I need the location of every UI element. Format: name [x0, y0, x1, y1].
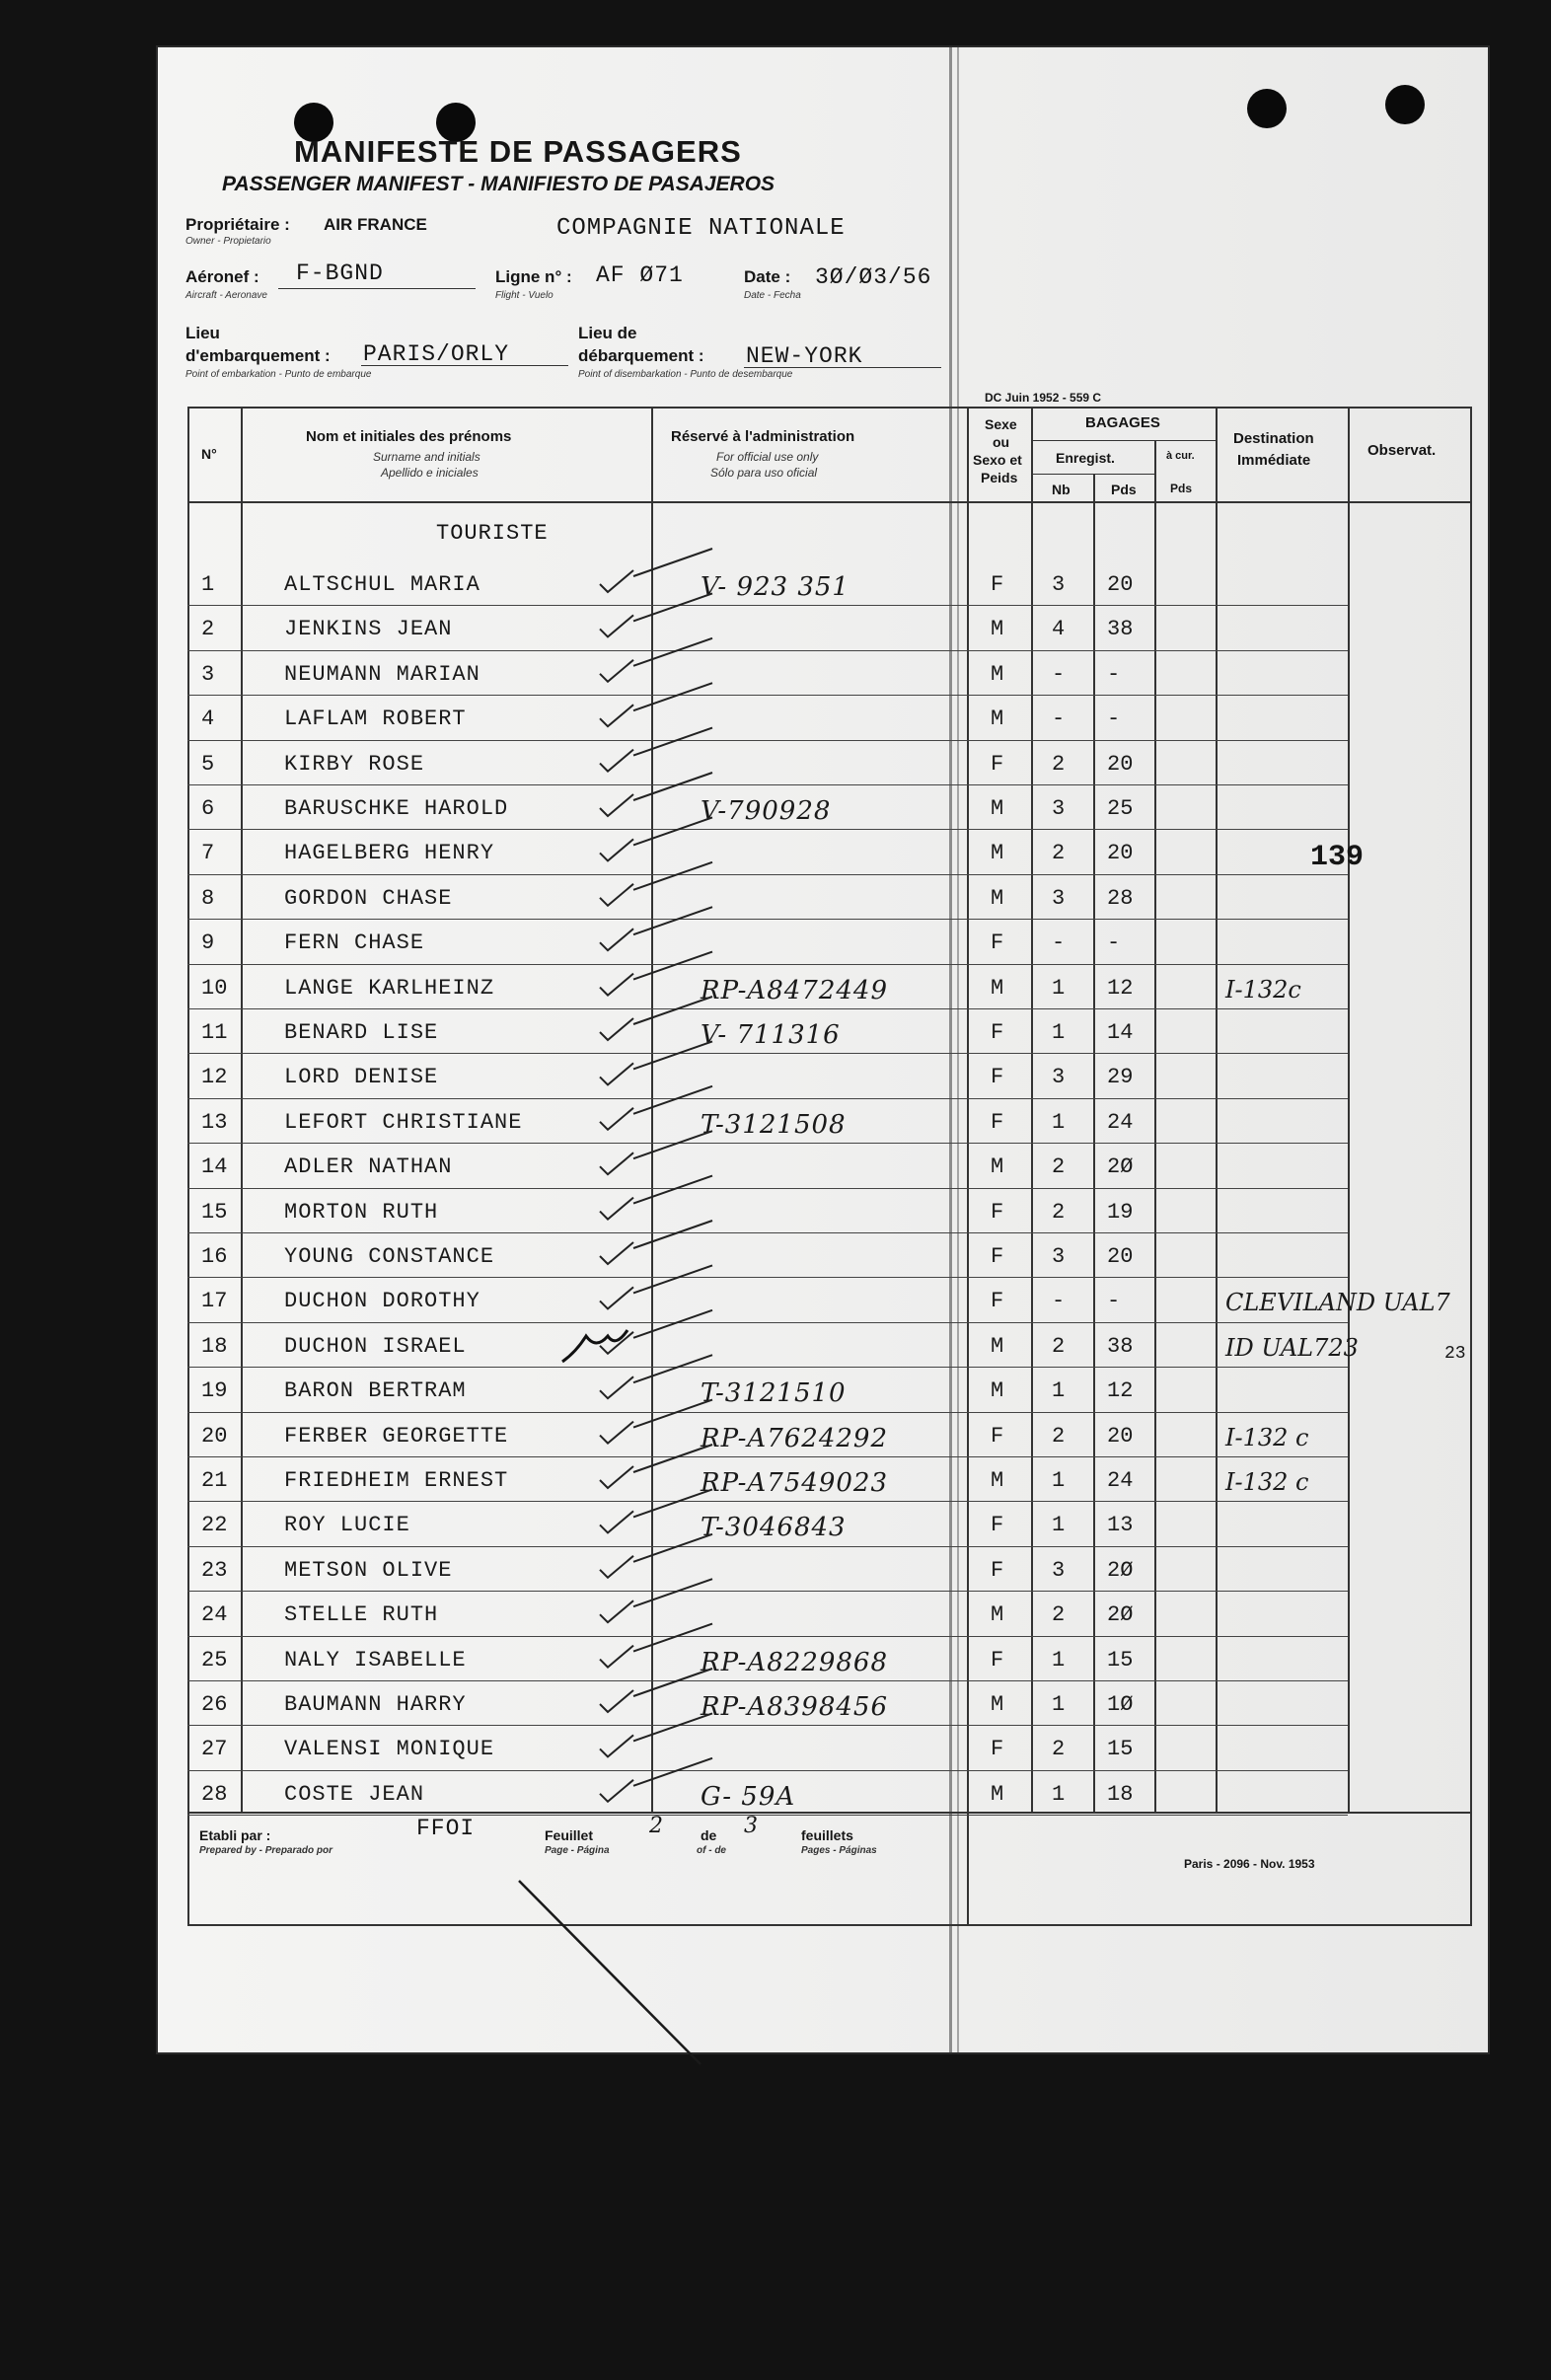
row-number: 11 — [201, 1020, 228, 1045]
passenger-sex: M — [991, 885, 1004, 911]
col-pds2-header: Pds — [1170, 482, 1193, 495]
owner-label: Propriétaire : — [185, 215, 290, 234]
passenger-name: JENKINS JEAN — [284, 617, 453, 642]
admin-reference: RP-A7549023 — [701, 1468, 889, 1498]
bag-weight: - — [1107, 1289, 1121, 1314]
bag-weight: 38 — [1107, 617, 1134, 642]
passenger-sex: F — [991, 1647, 1004, 1673]
bag-count: 2 — [1052, 841, 1066, 866]
manifest-subtitle: PASSENGER MANIFEST - MANIFIESTO DE PASAJEROS — [222, 173, 776, 195]
bag-count: 3 — [1052, 796, 1066, 821]
row-number: 27 — [201, 1737, 228, 1762]
row-number: 18 — [201, 1333, 228, 1359]
passenger-sex: F — [991, 1020, 1004, 1045]
passenger-sex: M — [991, 707, 1004, 732]
bag-count: 3 — [1052, 885, 1066, 911]
passenger-name: ROY LUCIE — [284, 1513, 410, 1538]
row-number: 6 — [201, 796, 215, 821]
form-reference: DC Juin 1952 - 559 C — [985, 391, 1102, 405]
prepared-label: Etabli par : — [199, 1827, 271, 1843]
admin-reference: RP-A8398456 — [701, 1692, 889, 1722]
col-bagages-header: BAGAGES — [1085, 414, 1160, 431]
flight-label: Ligne n° : — [495, 267, 572, 286]
bag-count: 1 — [1052, 1513, 1066, 1538]
bag-weight: 15 — [1107, 1647, 1134, 1673]
passenger-name: KIRBY ROSE — [284, 751, 425, 777]
owner-sub: Owner - Propietario — [185, 236, 271, 247]
passenger-sex: F — [991, 1244, 1004, 1269]
col-dest-sub: Immédiate — [1237, 452, 1311, 469]
row-number: 15 — [201, 1199, 228, 1225]
row-number: 2 — [201, 617, 215, 642]
row-number: 22 — [201, 1513, 228, 1538]
bag-count: 1 — [1052, 1109, 1066, 1135]
passenger-sex: F — [991, 572, 1004, 597]
owner-value: AIR FRANCE — [324, 215, 427, 234]
passenger-name: BENARD LISE — [284, 1020, 439, 1045]
col-admin-sub2: Sólo para uso oficial — [710, 466, 818, 480]
admin-reference: T-3121508 — [701, 1109, 847, 1140]
disembark-sub: Point of disembarkation - Punto de desembarque — [578, 369, 793, 380]
col-no-header: N° — [201, 446, 217, 462]
passenger-sex: M — [991, 1692, 1004, 1717]
bag-weight: 2Ø — [1107, 1557, 1134, 1583]
bag-count: 3 — [1052, 1065, 1066, 1090]
col-name-header: Nom et initiales des prénoms — [306, 428, 512, 445]
date-sub: Date - Fecha — [744, 290, 801, 301]
bag-count: 3 — [1052, 572, 1066, 597]
bag-weight: 29 — [1107, 1065, 1134, 1090]
passenger-sex: M — [991, 1378, 1004, 1404]
passenger-sex: M — [991, 1333, 1004, 1359]
immediate-destination: I-132c — [1225, 975, 1301, 1004]
bag-count: 2 — [1052, 1199, 1066, 1225]
bag-count: 1 — [1052, 1692, 1066, 1717]
page-sub: Page - Página — [545, 1845, 610, 1856]
passenger-sex: M — [991, 1154, 1004, 1180]
date-value: 3Ø/Ø3/56 — [815, 264, 932, 290]
passenger-name: GORDON CHASE — [284, 885, 453, 911]
passenger-name: FERBER GEORGETTE — [284, 1423, 509, 1449]
row-number: 24 — [201, 1602, 228, 1628]
col-enregist-header: Enregist. — [1056, 450, 1115, 466]
row-number: 14 — [201, 1154, 228, 1180]
passenger-name: LAFLAM ROBERT — [284, 707, 467, 732]
total-value: 3 — [744, 1814, 760, 1838]
row-number: 25 — [201, 1647, 228, 1673]
bag-weight: 28 — [1107, 885, 1134, 911]
passenger-name: DUCHON DOROTHY — [284, 1289, 480, 1314]
immediate-destination: I-132 c — [1225, 1468, 1309, 1496]
passenger-name: BARUSCHKE HAROLD — [284, 796, 509, 821]
bag-weight: 20 — [1107, 1244, 1134, 1269]
bag-weight: 20 — [1107, 572, 1134, 597]
col-pds-header: Pds — [1111, 482, 1137, 497]
bag-weight: 24 — [1107, 1468, 1134, 1493]
passenger-sex: M — [991, 841, 1004, 866]
row-number: 23 — [201, 1557, 228, 1583]
col-admin-header: Réservé à l'administration — [671, 428, 855, 445]
col-dest-header: Destination — [1233, 430, 1314, 447]
bag-weight: 25 — [1107, 796, 1134, 821]
aircraft-value: F-BGND — [296, 260, 384, 286]
manifest-sheet — [158, 47, 1488, 2052]
pages-sub: Pages - Páginas — [801, 1845, 877, 1856]
bag-weight: 14 — [1107, 1020, 1134, 1045]
destination-note: 23 — [1444, 1344, 1466, 1364]
col-acur-header: à cur. — [1166, 450, 1195, 462]
row-number: 10 — [201, 975, 228, 1001]
passenger-name: HAGELBERG HENRY — [284, 841, 495, 866]
bag-count: 2 — [1052, 1423, 1066, 1449]
passenger-sex: F — [991, 1109, 1004, 1135]
aircraft-label: Aéronef : — [185, 267, 259, 286]
col-observ-header: Observat. — [1367, 442, 1437, 459]
bag-count: - — [1052, 707, 1066, 732]
bag-count: 1 — [1052, 1781, 1066, 1807]
field-underline — [278, 288, 476, 289]
bag-count: 2 — [1052, 1602, 1066, 1628]
bag-weight: - — [1107, 661, 1121, 687]
flight-value: AF Ø71 — [596, 262, 684, 288]
bag-weight: 1Ø — [1107, 1692, 1134, 1717]
bag-count: 1 — [1052, 975, 1066, 1001]
bag-weight: 13 — [1107, 1513, 1134, 1538]
passenger-sex: F — [991, 1557, 1004, 1583]
col-sex-sub1: ou — [993, 434, 1010, 450]
passenger-name: VALENSI MONIQUE — [284, 1737, 495, 1762]
bag-count: 1 — [1052, 1020, 1066, 1045]
admin-reference: V- 711316 — [701, 1020, 841, 1050]
class-label: TOURISTE — [436, 521, 549, 546]
bag-count: 1 — [1052, 1647, 1066, 1673]
flight-sub: Flight - Vuelo — [495, 290, 554, 301]
passenger-name: BAUMANN HARRY — [284, 1692, 467, 1717]
admin-reference: T-3121510 — [701, 1378, 847, 1409]
aircraft-sub: Aircraft - Aeronave — [185, 290, 267, 301]
punch-hole — [1385, 85, 1425, 124]
passenger-sex: F — [991, 1199, 1004, 1225]
bag-count: - — [1052, 1289, 1066, 1314]
prepared-value: FFOI — [416, 1816, 476, 1841]
passenger-sex: M — [991, 1781, 1004, 1807]
row-number: 17 — [201, 1289, 228, 1314]
embark-label-1: Lieu — [185, 324, 220, 342]
admin-reference: V- 923 351 — [701, 572, 849, 602]
passenger-name: FERN CHASE — [284, 930, 425, 956]
immediate-destination: ID UAL723 — [1225, 1333, 1359, 1362]
field-underline — [744, 367, 941, 368]
passenger-sex: M — [991, 617, 1004, 642]
punch-hole — [1247, 89, 1287, 128]
row-number: 28 — [201, 1781, 228, 1807]
bag-weight: 18 — [1107, 1781, 1134, 1807]
date-label: Date : — [744, 267, 791, 286]
passenger-sex: F — [991, 1065, 1004, 1090]
owner-typed: COMPAGNIE NATIONALE — [556, 215, 846, 242]
bag-weight: - — [1107, 707, 1121, 732]
embark-sub: Point of embarkation - Punto de embarque — [185, 369, 372, 380]
bag-weight: 15 — [1107, 1737, 1134, 1762]
passenger-table — [187, 407, 1472, 1926]
bag-weight: 20 — [1107, 751, 1134, 777]
passenger-sex: F — [991, 1289, 1004, 1314]
admin-reference: T-3046843 — [701, 1513, 847, 1543]
bag-count: - — [1052, 661, 1066, 687]
passenger-name: NEUMANN MARIAN — [284, 661, 480, 687]
prepared-sub: Prepared by - Preparado por — [199, 1845, 333, 1856]
bag-count: 2 — [1052, 751, 1066, 777]
bag-weight: 20 — [1107, 1423, 1134, 1449]
disembark-label-2: débarquement : — [578, 346, 704, 365]
bag-count: 1 — [1052, 1378, 1066, 1404]
row-number: 13 — [201, 1109, 228, 1135]
row-number: 5 — [201, 751, 215, 777]
admin-reference: RP-A7624292 — [701, 1423, 889, 1453]
passenger-sex: M — [991, 796, 1004, 821]
passenger-name: LEFORT CHRISTIANE — [284, 1109, 523, 1135]
bag-count: 3 — [1052, 1557, 1066, 1583]
admin-reference: V-790928 — [701, 796, 832, 826]
row-number: 7 — [201, 841, 215, 866]
passenger-sex: M — [991, 661, 1004, 687]
passenger-sex: F — [991, 1423, 1004, 1449]
row-number: 19 — [201, 1378, 228, 1404]
passenger-name: COSTE JEAN — [284, 1781, 425, 1807]
col-nb-header: Nb — [1052, 482, 1071, 497]
of-sub: of - de — [697, 1845, 726, 1856]
passenger-sex: M — [991, 1602, 1004, 1628]
bag-count: 2 — [1052, 1154, 1066, 1180]
row-number: 26 — [201, 1692, 228, 1717]
scribble-mark — [562, 1330, 628, 1362]
bag-weight: 20 — [1107, 841, 1134, 866]
manifest-title: MANIFESTE DE PASSAGERS — [294, 134, 742, 169]
page-value: 2 — [649, 1814, 665, 1838]
row-number: 8 — [201, 885, 215, 911]
bag-count: 1 — [1052, 1468, 1066, 1493]
row-number: 1 — [201, 572, 215, 597]
passenger-sex: F — [991, 1737, 1004, 1762]
admin-reference: RP-A8229868 — [701, 1647, 889, 1677]
passenger-sex: F — [991, 1513, 1004, 1538]
embark-label-2: d'embarquement : — [185, 346, 331, 365]
bag-weight: 2Ø — [1107, 1154, 1134, 1180]
disembark-label-1: Lieu de — [578, 324, 637, 342]
passenger-name: BARON BERTRAM — [284, 1378, 467, 1404]
bag-count: 4 — [1052, 617, 1066, 642]
row-number: 16 — [201, 1244, 228, 1269]
immediate-destination: CLEVILAND UAL7 — [1225, 1289, 1450, 1317]
feuillets-label: feuillets — [801, 1827, 853, 1843]
row-number: 4 — [201, 707, 215, 732]
col-admin-sub: For official use only — [716, 450, 819, 464]
col-sex-sub3: Peids — [981, 470, 1018, 485]
row-number: 21 — [201, 1468, 228, 1493]
col-sex-header: Sexe — [985, 416, 1017, 432]
de-label: de — [701, 1827, 717, 1843]
bag-count: 3 — [1052, 1244, 1066, 1269]
passenger-name: DUCHON ISRAEL — [284, 1333, 467, 1359]
passenger-name: MORTON RUTH — [284, 1199, 439, 1225]
passenger-sex: M — [991, 1468, 1004, 1493]
row-number: 20 — [201, 1423, 228, 1449]
passenger-name: LORD DENISE — [284, 1065, 439, 1090]
bag-weight: 12 — [1107, 975, 1134, 1001]
printer-imprint: Paris - 2096 - Nov. 1953 — [1184, 1857, 1315, 1871]
passenger-name: ALTSCHUL MARIA — [284, 572, 480, 597]
bag-count: 2 — [1052, 1737, 1066, 1762]
bag-weight: 19 — [1107, 1199, 1134, 1225]
bag-weight: 24 — [1107, 1109, 1134, 1135]
passenger-sex: F — [991, 751, 1004, 777]
observation-note: 139 — [1310, 841, 1365, 874]
immediate-destination: I-132 c — [1225, 1423, 1309, 1451]
passenger-name: METSON OLIVE — [284, 1557, 453, 1583]
passenger-name: ADLER NATHAN — [284, 1154, 453, 1180]
disembark-value: NEW-YORK — [746, 343, 863, 369]
bag-weight: - — [1107, 930, 1121, 956]
passenger-sex: M — [991, 975, 1004, 1001]
pen-marks — [187, 407, 1472, 2380]
admin-reference: G- 59A — [701, 1781, 796, 1812]
field-underline — [361, 365, 568, 366]
feuillet-label: Feuillet — [545, 1827, 594, 1843]
embark-value: PARIS/ORLY — [363, 341, 510, 367]
bag-weight: 38 — [1107, 1333, 1134, 1359]
passenger-name: LANGE KARLHEINZ — [284, 975, 495, 1001]
row-number: 3 — [201, 661, 215, 687]
passenger-sex: F — [991, 930, 1004, 956]
col-name-sub2: Apellido e iniciales — [381, 466, 479, 480]
bag-weight: 12 — [1107, 1378, 1134, 1404]
passenger-name: FRIEDHEIM ERNEST — [284, 1468, 509, 1493]
passenger-name: YOUNG CONSTANCE — [284, 1244, 495, 1269]
admin-reference: RP-A8472449 — [701, 975, 889, 1005]
bag-weight: 2Ø — [1107, 1602, 1134, 1628]
bag-count: 2 — [1052, 1333, 1066, 1359]
row-number: 12 — [201, 1065, 228, 1090]
col-sex-sub2: Sexo et — [973, 452, 1022, 468]
col-name-sub: Surname and initials — [373, 450, 480, 464]
row-number: 9 — [201, 930, 215, 956]
diagonal-stroke — [519, 1881, 701, 2064]
bag-count: - — [1052, 930, 1066, 956]
passenger-name: STELLE RUTH — [284, 1602, 439, 1628]
passenger-name: NALY ISABELLE — [284, 1647, 467, 1673]
